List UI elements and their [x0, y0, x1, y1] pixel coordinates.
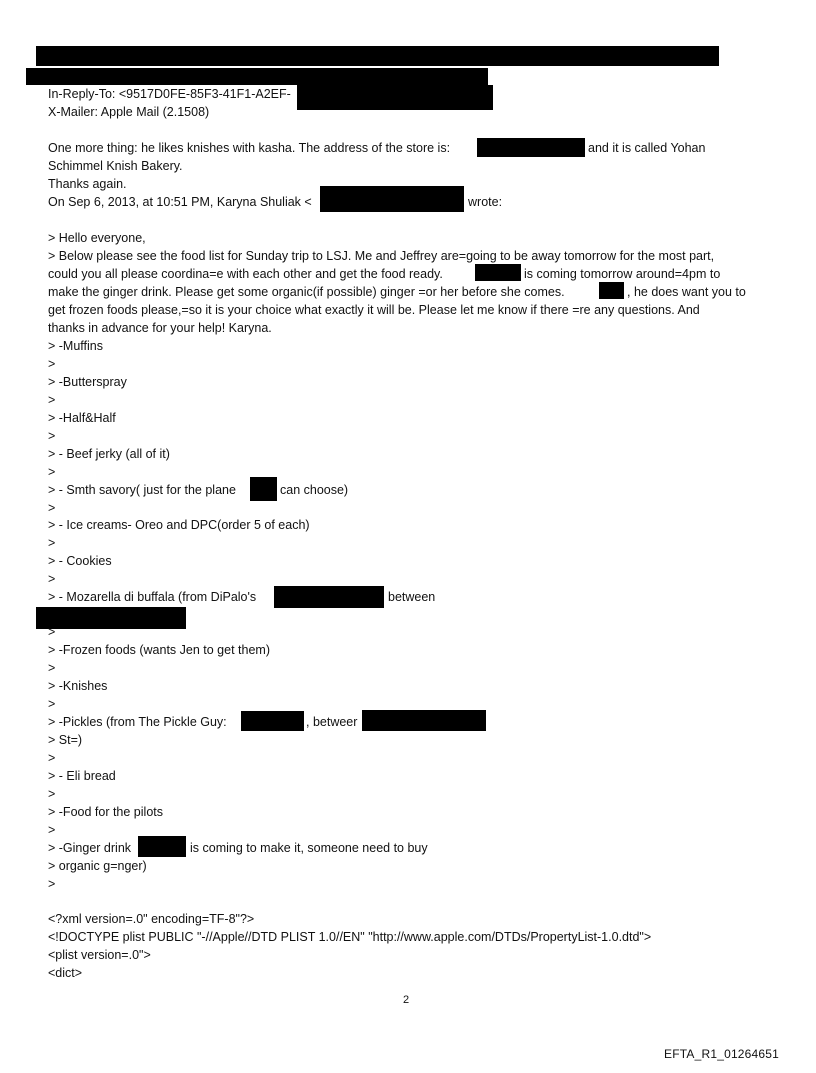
page-number: 2 — [403, 994, 410, 1006]
bates-number: EFTA_R1_01264651 — [664, 1047, 780, 1061]
quote-marker: > — [48, 877, 56, 891]
body-line: Schimmel Knish Bakery. — [48, 159, 183, 173]
list-item-cont: can choose) — [280, 483, 349, 497]
quoted-line: could you all please coordina=e with each other and get the food ready. — [48, 267, 443, 281]
quote-marker: > — [48, 661, 56, 675]
xml-line: <?xml version=.0" encoding=TF-8"?> — [48, 912, 255, 926]
list-item: > St=) — [48, 733, 83, 747]
quote-marker: > — [48, 697, 56, 711]
quote-marker: > — [48, 823, 56, 837]
list-item: > -Frozen foods (wants Jen to get them) — [48, 643, 270, 657]
list-item: > - Beef jerky (all of it) — [48, 447, 170, 461]
list-item-cont: , betweer — [306, 715, 358, 729]
redaction-bar — [274, 586, 384, 608]
list-item: > - Eli bread — [48, 769, 116, 783]
reply-attribution: On Sep 6, 2013, at 10:51 PM, Karyna Shuliak < — [48, 195, 312, 209]
list-item: > organic g=nger) — [48, 859, 147, 873]
redaction-bar — [36, 607, 186, 629]
xml-line: <plist version=.0"> — [48, 948, 151, 962]
body-line-cont: and it is called Yohan — [588, 141, 706, 155]
redaction-bar — [320, 186, 464, 212]
redaction-bar — [475, 264, 521, 281]
quote-marker: > — [48, 625, 56, 639]
redaction-bar — [297, 85, 493, 110]
quoted-line: > Hello everyone, — [48, 231, 146, 245]
x-mailer-header: X-Mailer: Apple Mail (2.1508) — [48, 105, 210, 119]
reply-attribution-cont: wrote: — [468, 195, 503, 209]
list-item: > - Ice creams- Oreo and DPC(order 5 of each) — [48, 518, 310, 532]
list-item: > - Cookies — [48, 554, 112, 568]
quoted-line: > Below please see the food list for Sunday trip to LSJ. Me and Jeffrey are=going to be away tomorrow for the most part, — [48, 249, 715, 263]
quoted-line: make the ginger drink. Please get some organic(if possible) ginger =or her before she comes. — [48, 285, 565, 299]
redaction-bar — [26, 68, 488, 85]
xml-line: <!DOCTYPE plist PUBLIC "-//Apple//DTD PLIST 1.0//EN" "http://www.apple.com/DTDs/PropertyList-1.0.dtd"> — [48, 930, 652, 944]
redaction-bar — [138, 836, 186, 857]
list-item: > -Ginger drink — [48, 841, 132, 855]
list-item: > -Muffins — [48, 339, 103, 353]
xml-line: <dict> — [48, 966, 83, 980]
quote-marker: > — [48, 536, 56, 550]
redaction-bar — [477, 138, 585, 157]
quoted-line-cont: is coming tomorrow around=4pm to — [524, 267, 721, 281]
in-reply-to-header: In-Reply-To: <9517D0FE-85F3-41F1-A2EF- — [48, 87, 291, 101]
list-item-cont: between — [388, 590, 436, 604]
list-item: > -Butterspray — [48, 375, 127, 389]
quote-marker: > — [48, 393, 56, 407]
list-item-cont: is coming to make it, someone need to buy — [190, 841, 428, 855]
quote-marker: > — [48, 465, 56, 479]
quote-marker: > — [48, 429, 56, 443]
list-item: > -Pickles (from The Pickle Guy: — [48, 715, 227, 729]
list-item: > -Half&Half — [48, 411, 116, 425]
redaction-bar — [599, 282, 624, 299]
body-line: One more thing: he likes knishes with kasha. The address of the store is: — [48, 141, 451, 155]
quote-marker: > — [48, 787, 56, 801]
quote-marker: > — [48, 501, 56, 515]
quoted-line: get frozen foods please,=so it is your choice what exactly it will be. Please let me know if there =re any questions. And — [48, 303, 700, 317]
redaction-bar — [241, 711, 304, 731]
quoted-line: thanks in advance for your help! Karyna. — [48, 321, 272, 335]
list-item: > - Smth savory( just for the plane — [48, 483, 236, 497]
quote-marker: > — [48, 572, 56, 586]
quoted-line-cont: , he does want you to — [627, 285, 746, 299]
list-item: > - Mozarella di buffala (from DiPalo's — [48, 590, 257, 604]
list-item: > -Food for the pilots — [48, 805, 163, 819]
redaction-bar — [250, 477, 277, 501]
list-item: > -Knishes — [48, 679, 108, 693]
redaction-bar — [36, 46, 719, 66]
redaction-bar — [362, 710, 486, 731]
body-line: Thanks again. — [48, 177, 127, 191]
quote-marker: > — [48, 357, 56, 371]
quote-marker: > — [48, 751, 56, 765]
